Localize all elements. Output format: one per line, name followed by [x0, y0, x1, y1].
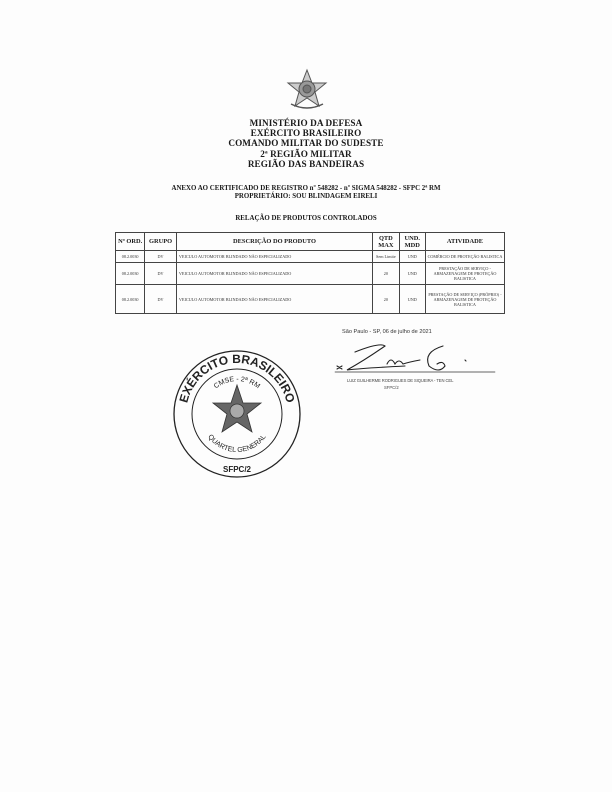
- cell-ord: 08.2.0030: [116, 251, 145, 263]
- signatory-name: LUIZ GUILHERME RODRIGUES DE SIQUEIRA - TEN CEL: [347, 378, 454, 383]
- cell-und: UND: [399, 285, 425, 314]
- handwritten-signature: [325, 338, 505, 378]
- header-line: EXÉRCITO BRASILEIRO: [250, 128, 362, 139]
- stamp-emblem-icon: [213, 385, 261, 432]
- cell-descricao: VEICULO AUTOMOTOR BLINDADO NÃO ESPECIALIZADO: [176, 263, 372, 285]
- table-row: [116, 263, 505, 285]
- header-descricao: DESCRIÇÃO DO PRODUTO: [176, 233, 372, 251]
- place-date: São Paulo - SP, 06 de julho de 2021: [342, 329, 432, 335]
- annex-certificate-line: ANEXO AO CERTIFICADO DE REGISTRO nº 548282 - nº SIGMA 548282 - SFPC 2ª RM: [171, 185, 441, 192]
- header-qtd: QTD MAX: [373, 233, 399, 251]
- section-title: RELAÇÃO DE PRODUTOS CONTROLADOS: [235, 215, 377, 222]
- cell-und: UND: [399, 263, 425, 285]
- stamp-bottom-text: SFPC/2: [222, 465, 252, 474]
- svg-text:QUARTEL GENERAL: QUARTEL GENERAL: [206, 433, 268, 455]
- header-line: REGIÃO DAS BANDEIRAS: [247, 158, 365, 169]
- header-ord: Nº ORD.: [116, 233, 145, 251]
- cell-grupo: DV: [145, 263, 177, 285]
- cell-grupo: DV: [145, 285, 177, 314]
- signatory-unit: SFPC/2: [384, 385, 399, 390]
- header-grupo: GRUPO: [145, 233, 177, 251]
- table-row: [116, 251, 505, 263]
- annex-block: [0, 185, 612, 201]
- cell-grupo: DV: [145, 251, 177, 263]
- official-stamp: [168, 345, 306, 483]
- products-table: [115, 232, 505, 314]
- header-atividade: ATIVIDADE: [425, 233, 504, 251]
- cell-und: UND: [399, 251, 425, 263]
- cell-ord: 08.2.0030: [116, 285, 145, 314]
- coat-of-arms-icon: [285, 68, 329, 112]
- annex-owner-line: PROPRIETÁRIO: SOU BLINDAGEM EIRELI: [234, 193, 378, 200]
- cell-descricao: VEICULO AUTOMOTOR BLINDADO NÃO ESPECIALIZADO: [176, 251, 372, 263]
- cell-ord: 08.2.0030: [116, 263, 145, 285]
- header-line: 2ª REGIÃO MILITAR: [260, 148, 352, 159]
- svg-text:CMSE - 2ª RM: CMSE - 2ª RM: [212, 375, 262, 391]
- svg-text:EXÉRCITO BRASILEIRO: EXÉRCITO BRASILEIRO: [176, 351, 298, 405]
- cell-atividade: COMÉRCIO DE PROTEÇÃO BALISTICA: [425, 251, 504, 263]
- header-line: COMANDO MILITAR DO SUDESTE: [228, 138, 384, 149]
- cell-descricao: VEICULO AUTOMOTOR BLINDADO NÃO ESPECIALIZADO: [176, 285, 372, 314]
- document-header: [0, 118, 612, 169]
- header-und: UND. MDD: [399, 233, 425, 251]
- cell-qtd: 20: [373, 263, 399, 285]
- cell-qtd: 20: [373, 285, 399, 314]
- cell-atividade: PRESTAÇÃO DE SERVIÇO (PRÓPRIO) - ARMAZENAGEM DE PROTEÇÃO BALISTICA: [425, 285, 504, 314]
- table-row: [116, 285, 505, 314]
- cell-atividade: PRESTAÇÃO DE SERVIÇO - ARMAZENAGEM DE PROTEÇÃO BALISTICA: [425, 263, 504, 285]
- header-line: MINISTÉRIO DA DEFESA: [249, 118, 363, 128]
- cell-qtd: Sem Limite: [373, 251, 399, 263]
- table-header-row: [116, 233, 505, 251]
